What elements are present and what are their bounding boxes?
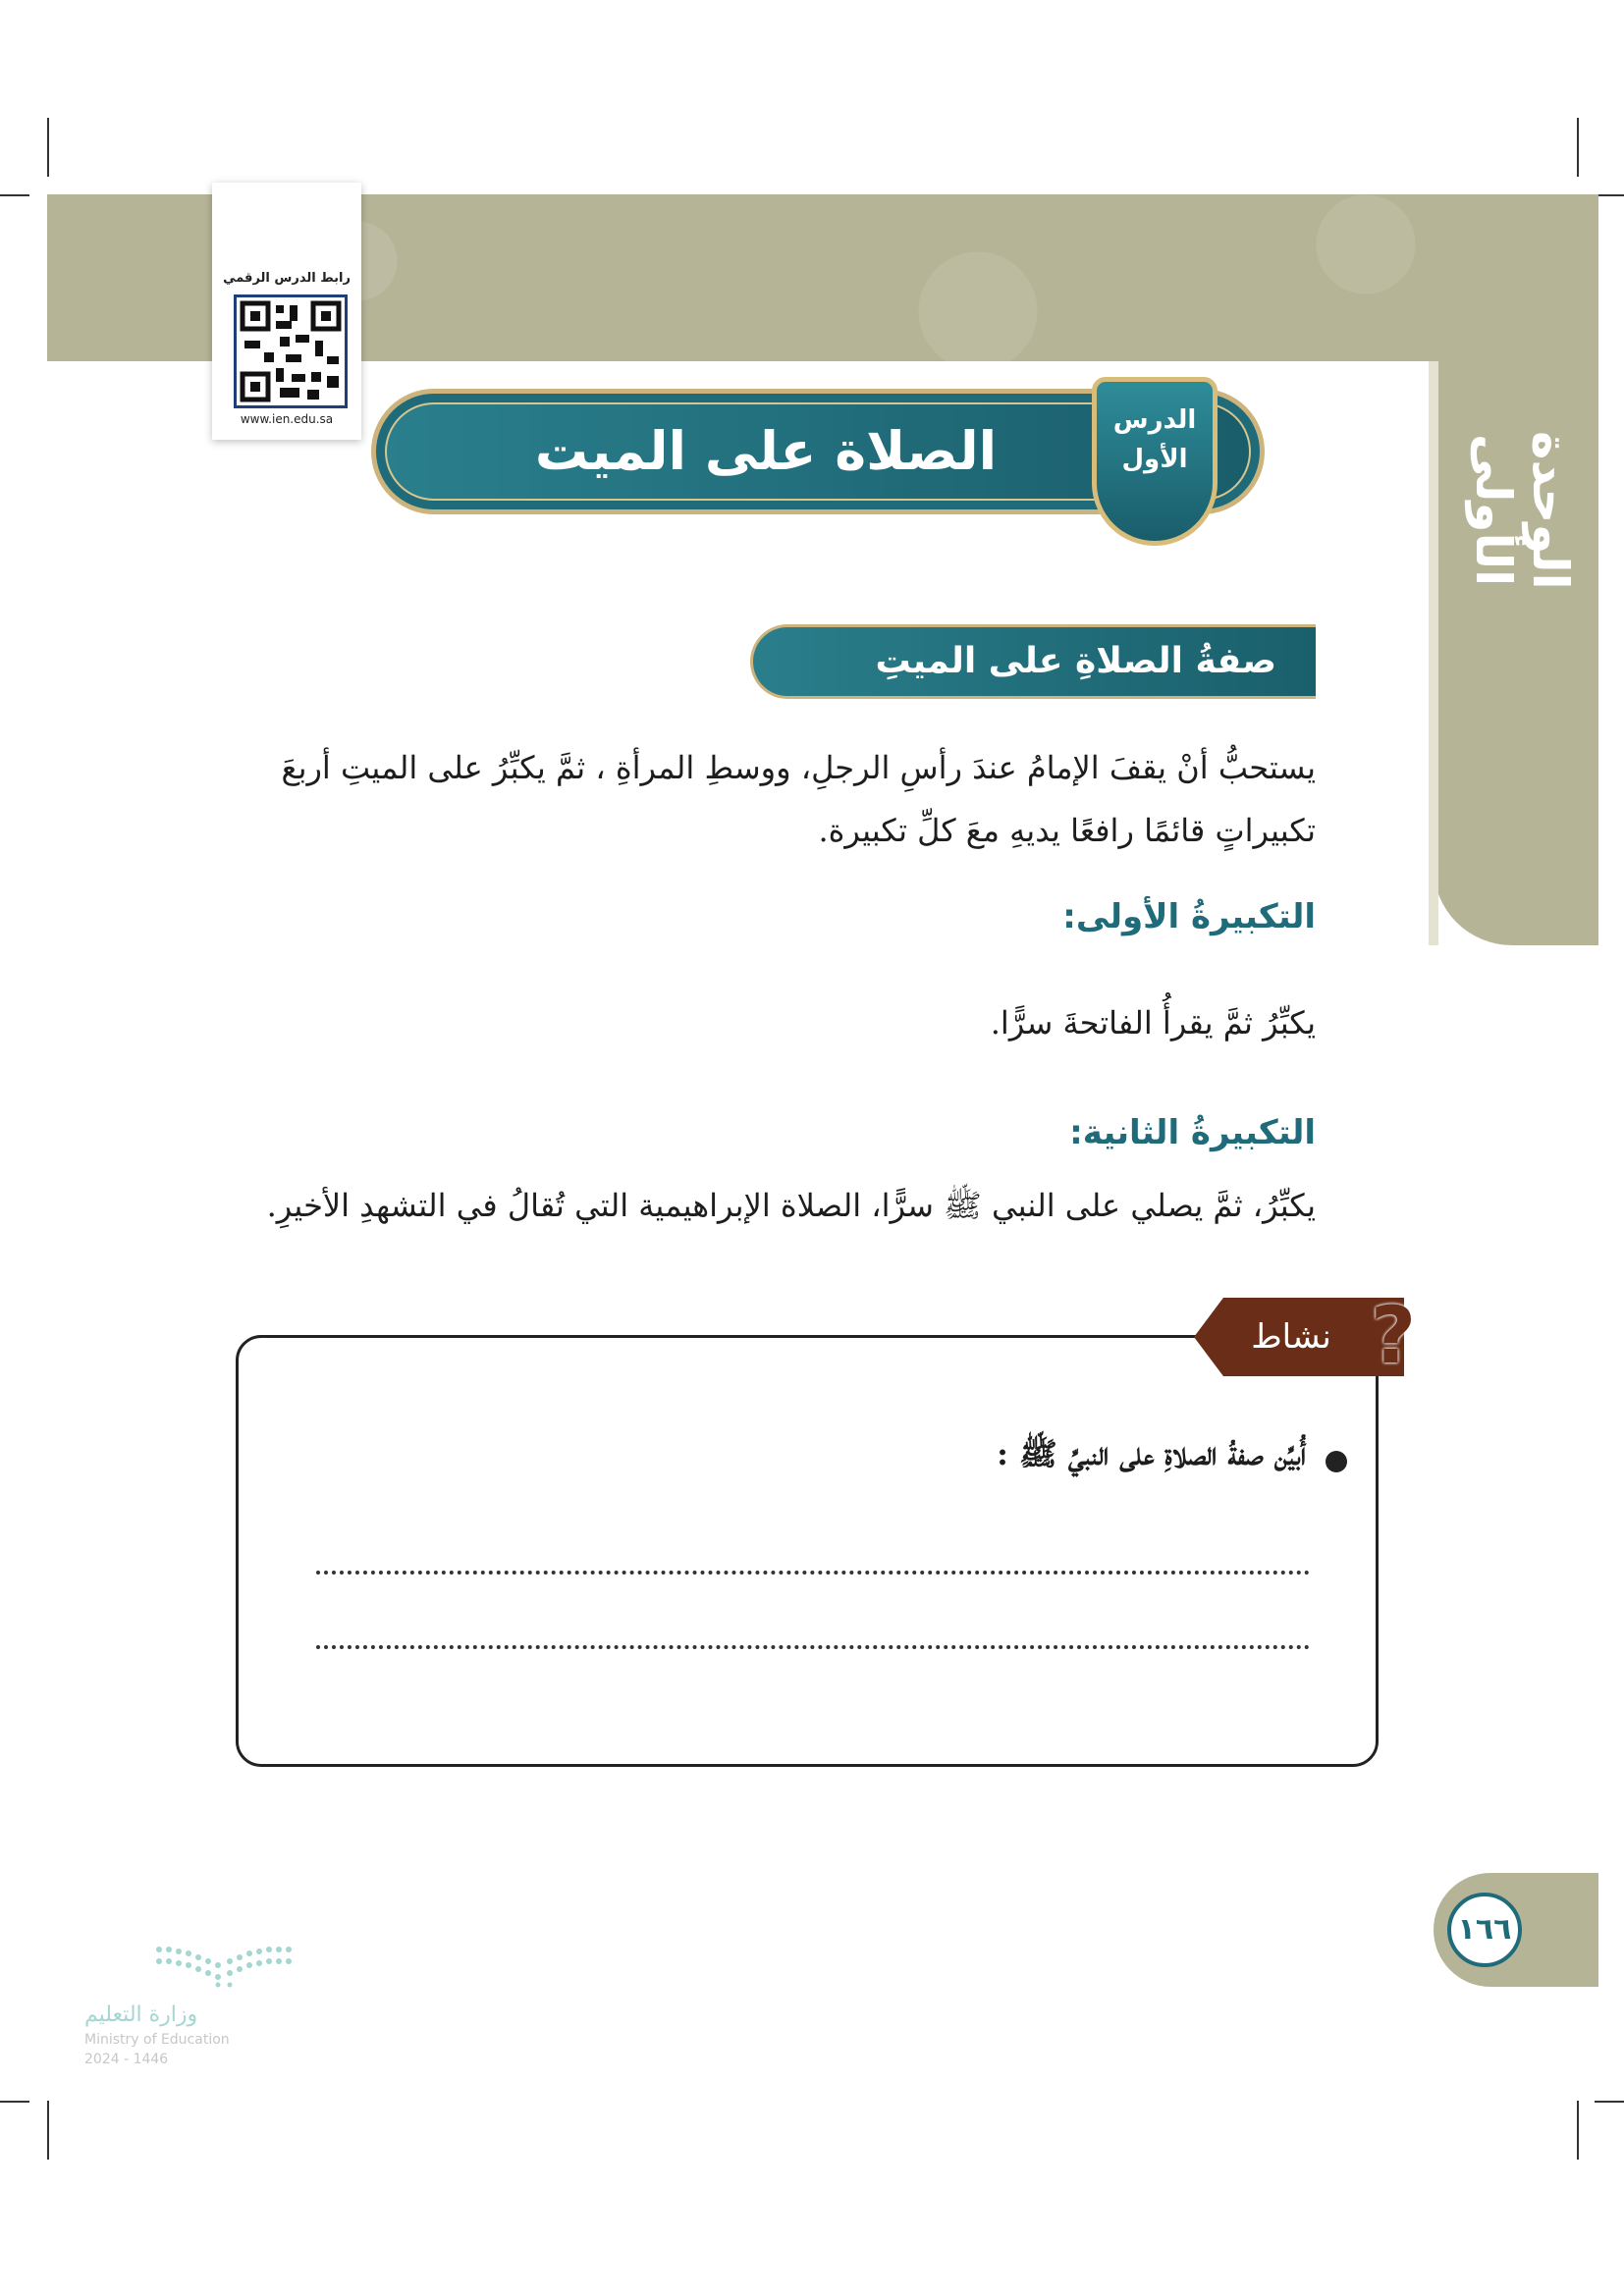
lesson-title: الصلاة على الميت xyxy=(534,420,998,482)
crop-mark xyxy=(0,194,29,196)
activity-question: أُبيِّن صفةُ الصلاةِ على النبيِّ ﷺ : xyxy=(997,1435,1306,1472)
crop-mark xyxy=(1595,194,1624,196)
qr-code-icon[interactable] xyxy=(234,294,348,408)
side-tab-divider xyxy=(1429,361,1438,945)
takbir-1-text: يكبِّرُ ثمَّ يقرأُ الفاتحةَ سرًّا. xyxy=(990,1004,1316,1041)
qr-url[interactable]: www.ien.edu.sa xyxy=(240,412,334,426)
answer-line-2[interactable] xyxy=(316,1645,1310,1649)
unit-title: الوحدة الأولى xyxy=(1465,431,1579,590)
question-mark-icon: ? xyxy=(1370,1290,1417,1381)
ministry-name-en: Ministry of Education xyxy=(84,2032,230,2048)
ministry-year: 2024 - 1446 xyxy=(84,2052,169,2067)
lesson-badge-line2: الأول xyxy=(1121,445,1188,474)
takbir-2-heading: التكبيرةُ الثانية: xyxy=(1069,1113,1316,1152)
qr-card[interactable] xyxy=(212,183,361,440)
takbir-1-heading: التكبيرةُ الأولى: xyxy=(1062,897,1316,936)
lesson-badge-text xyxy=(1092,400,1218,479)
crop-mark xyxy=(1577,2101,1579,2160)
section-title: صفةُ الصلاةِ على الميتِ xyxy=(875,641,1276,681)
crop-mark xyxy=(1577,118,1579,177)
ministry-name-ar: وزارة التعليم xyxy=(84,2002,198,2027)
ministry-logo-icon xyxy=(153,1942,295,1989)
lesson-badge-line1: الدرس xyxy=(1112,405,1197,435)
crop-mark xyxy=(1595,2101,1624,2103)
crop-mark xyxy=(47,118,49,177)
crop-mark xyxy=(47,2101,49,2160)
intro-paragraph: يستحبُّ أنْ يقفَ الإمامُ عندَ رأسِ الرجلِ، ووسطِ المرأةِ ، ثمَّ يكبِّرُ على الميتِ أربعَ تكبيراتٍ قائمًا رافعًا يديهِ معَ كلِّ تكبيرة. xyxy=(281,749,1316,849)
activity-box xyxy=(236,1335,1379,1767)
crop-mark xyxy=(0,2101,29,2103)
bullet-icon xyxy=(1326,1451,1347,1472)
qr-label: رابط الدرس الرقمي xyxy=(223,271,351,286)
page-number: ١٦٦ xyxy=(1457,1912,1512,1947)
takbir-2-text: يكبِّرُ، ثمَّ يصلي على النبي ﷺ سرًّا، الصلاة الإبراهيمية التي تُقالُ في التشهدِ الأخيرِ. xyxy=(266,1187,1316,1224)
answer-line-1[interactable] xyxy=(316,1571,1310,1575)
activity-label: نشاط xyxy=(1251,1317,1331,1357)
